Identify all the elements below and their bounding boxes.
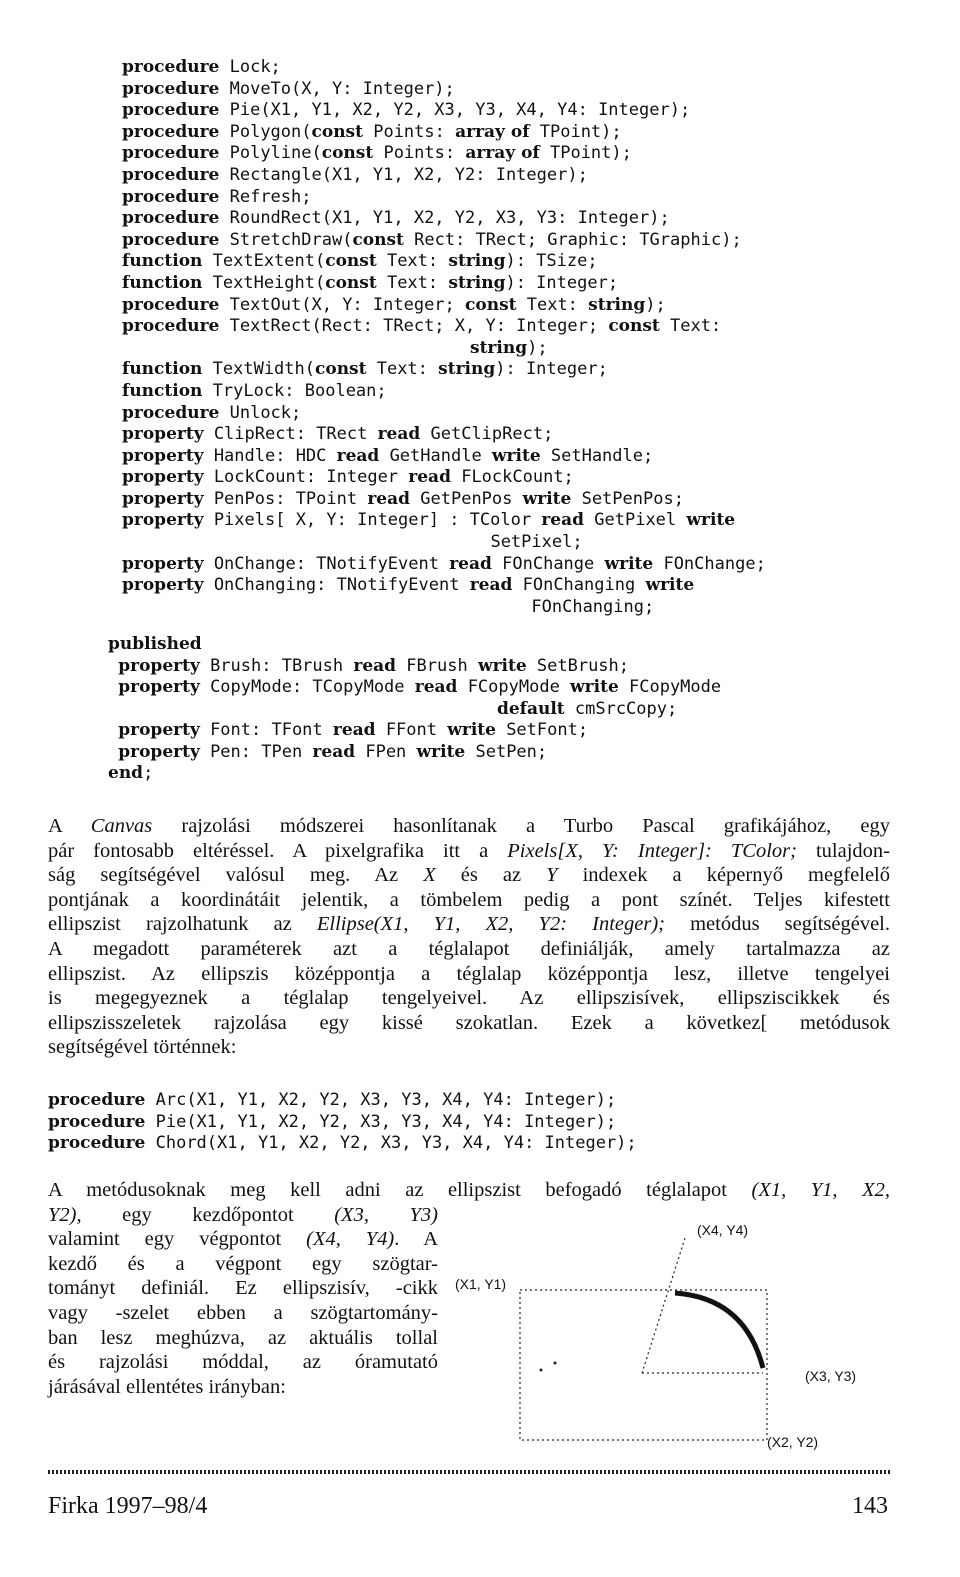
- code-line: [122, 381, 922, 403]
- code-line: [108, 699, 888, 721]
- code-keyword: array of: [455, 121, 530, 142]
- code-line: [108, 677, 888, 699]
- body-text: ellipszist. Az ellipszis középpontja a téglalap középpontja lesz, illetve tengelyei: [48, 962, 890, 985]
- code-keyword: string: [448, 272, 506, 293]
- body-text: járásával ellentétes irányban:: [48, 1375, 286, 1398]
- code-text: MoveTo(X, Y: Integer);: [219, 78, 455, 99]
- code-text: OnChanging: TNotifyEvent: [203, 575, 470, 596]
- body-text: ban lesz meghúzva, az aktuális tollal: [48, 1326, 438, 1349]
- code-text: Font: TFont: [199, 720, 333, 741]
- code-keyword: property: [118, 720, 200, 741]
- body-text: A megadott paraméterek azt a téglalapot definiálják, amely tartalmazza az: [48, 937, 890, 960]
- code-line: [108, 742, 888, 764]
- body-text: ellipszisszeletek rajzolása egy kissé szokatlan. Ezek a következ[ metódusok: [48, 1011, 890, 1034]
- code-keyword: write: [686, 510, 736, 531]
- label-x3y3: (X3, Y3): [805, 1368, 857, 1384]
- code-line: [122, 295, 922, 317]
- italic-text: Canvas: [90, 815, 153, 837]
- body-text: is megegyeznek a téglalap tengelyeivel. Az ellipszisívek, ellipsziscikkek és: [48, 987, 890, 1010]
- code-keyword: procedure: [122, 316, 220, 337]
- code-text: Text:: [376, 251, 449, 272]
- code-text: TextRect(Rect: TRect; X, Y: Integer;: [219, 316, 609, 337]
- code-keyword: procedure: [48, 1111, 146, 1132]
- text-line: [48, 986, 890, 1011]
- body-text: ság segítségével valósul meg. Az: [48, 864, 424, 887]
- code-text: SetPen;: [465, 741, 548, 762]
- code-line: [122, 403, 922, 425]
- code-text: SetBrush;: [526, 655, 630, 676]
- code-line: [122, 446, 922, 468]
- code-line: [122, 208, 922, 230]
- code-keyword: write: [645, 575, 695, 596]
- code-line: [122, 230, 922, 252]
- code-keyword: read: [469, 575, 513, 596]
- text-line: [48, 888, 890, 913]
- code-keyword: read: [367, 488, 411, 509]
- code-keyword: procedure: [122, 143, 220, 164]
- body-text: és az: [435, 864, 547, 887]
- code-text: Polygon(: [219, 121, 312, 142]
- text-line: [48, 1011, 890, 1036]
- footer-page-number: 143: [852, 1493, 888, 1519]
- text-line: [48, 1203, 438, 1228]
- code-text: StretchDraw(: [219, 229, 353, 250]
- code-keyword: const: [465, 294, 517, 315]
- body-text: A: [48, 815, 91, 837]
- code-keyword: const: [352, 229, 404, 250]
- code-text: FOnChange;: [653, 553, 766, 574]
- code-text: Rectangle(X1, Y1, X2, Y2: Integer);: [219, 164, 588, 185]
- code-text: SetPenPos;: [571, 488, 684, 509]
- code-text: Points:: [373, 143, 466, 164]
- code-keyword: string: [438, 359, 496, 380]
- code-line: [122, 122, 922, 144]
- code-line: [108, 634, 888, 656]
- code-keyword: property: [118, 655, 200, 676]
- italic-text: (X3, Y3): [334, 1203, 438, 1226]
- code-keyword: read: [408, 467, 451, 488]
- code-line: [48, 1112, 890, 1134]
- italic-text: (X4, Y4): [306, 1228, 395, 1251]
- code-text: RoundRect(X1, Y1, X2, Y2, X3, Y3: Integer);: [219, 208, 670, 229]
- code-text: SetPixel;: [122, 532, 583, 553]
- code-text: CopyMode: TCopyMode: [199, 677, 415, 698]
- body-text: pontjának a koordinátáit jelentik, a tömbelem pedig a pont színét. Teljes kifestett: [48, 888, 890, 911]
- code-text: [122, 338, 470, 358]
- code-keyword: write: [416, 741, 466, 762]
- code-keyword: procedure: [122, 402, 220, 423]
- code-text: ClipRect: TRect: [203, 424, 378, 445]
- text-line: [48, 814, 890, 839]
- code-keyword: property: [122, 424, 204, 445]
- code-line: [122, 187, 922, 209]
- body-text: és rajzolási móddal, az óramutató: [48, 1351, 438, 1374]
- code-keyword: read: [336, 445, 380, 466]
- code-text: SetHandle;: [540, 445, 654, 466]
- body-text: metódus segítségével.: [664, 913, 890, 936]
- code-text: );: [645, 294, 666, 315]
- code-line: [122, 467, 922, 489]
- code-line: [122, 510, 922, 532]
- code-keyword: procedure: [48, 1090, 146, 1110]
- code-text: Unlock;: [219, 402, 302, 423]
- start-ray: [642, 1238, 685, 1373]
- text-line: [48, 937, 890, 962]
- text-line: [48, 863, 890, 888]
- code-text: ;: [143, 763, 154, 783]
- body-text: , egy kezdőpontot: [76, 1203, 335, 1226]
- code-text: LockCount: Integer: [203, 467, 409, 488]
- code-text: cmSrcCopy;: [564, 698, 678, 719]
- code-text: FFont: [375, 720, 448, 741]
- code-text: );: [527, 337, 548, 358]
- italic-text: X: [423, 864, 436, 887]
- text-line: [48, 1375, 438, 1400]
- code-text: Text:: [376, 272, 449, 293]
- code-text: [108, 699, 497, 719]
- code-text: OnChange: TNotifyEvent: [203, 553, 450, 574]
- footer-issue: Firka 1997–98/4: [48, 1493, 208, 1519]
- code-keyword: procedure: [122, 100, 220, 121]
- code-keyword: write: [447, 720, 496, 741]
- code-text: Rect: TRect; Graphic: TGraphic);: [403, 229, 742, 250]
- code-keyword: const: [315, 359, 367, 380]
- code-text: [108, 656, 118, 676]
- text-line: [48, 1326, 438, 1351]
- code-keyword: read: [414, 677, 458, 698]
- code-text: Pie(X1, Y1, X2, Y2, X3, Y3, X4, Y4: Integer);: [145, 1111, 617, 1132]
- code-keyword: read: [449, 553, 492, 574]
- code-line: [122, 554, 922, 576]
- text-line: [48, 1035, 890, 1060]
- code-text: FCopyMode: [457, 677, 571, 698]
- code-text: Pen: TPen: [199, 741, 313, 762]
- code-line: [122, 424, 922, 446]
- stray-dot: [554, 1362, 557, 1365]
- code-text: FBrush: [396, 655, 478, 676]
- body-text: tulajdon-: [796, 839, 890, 862]
- code-keyword: const: [311, 121, 363, 142]
- code-keyword: property: [122, 575, 204, 596]
- code-text: TPoint);: [529, 121, 622, 142]
- code-text: Chord(X1, Y1, X2, Y2, X3, Y3, X4, Y4: Integer);: [145, 1133, 637, 1154]
- code-line: [108, 656, 888, 678]
- text-line: [48, 1227, 438, 1252]
- code-keyword: property: [122, 510, 204, 531]
- code-text: GetPenPos: [410, 488, 523, 509]
- code-keyword: published: [108, 634, 202, 654]
- code-text: TryLock: Boolean;: [202, 380, 387, 401]
- code-text: TextHeight(: [202, 272, 326, 293]
- code-keyword: string: [448, 251, 506, 272]
- stray-dot: [540, 1369, 543, 1372]
- code-text: FOnChange: [491, 553, 605, 574]
- body-text: indexek a képernyő megfelelő: [557, 864, 890, 887]
- code-listing-published: [108, 634, 888, 764]
- footer-rule: [48, 1470, 890, 1474]
- code-line: [122, 273, 922, 295]
- code-keyword: function: [122, 272, 203, 293]
- code-keyword: property: [118, 741, 200, 762]
- code-text: GetClipRect;: [420, 424, 554, 445]
- italic-text: Y: [546, 864, 558, 887]
- code-line: [108, 763, 153, 785]
- code-line: [122, 338, 922, 360]
- code-text: [108, 677, 118, 697]
- code-keyword: property: [122, 488, 204, 509]
- code-keyword: property: [118, 677, 200, 698]
- code-keyword: end: [108, 763, 144, 783]
- code-text: TextOut(X, Y: Integer;: [219, 294, 466, 315]
- code-line: [122, 100, 922, 122]
- code-keyword: read: [353, 655, 397, 676]
- code-text: Lock;: [219, 57, 281, 77]
- body-text: valamint egy végpontot: [48, 1228, 307, 1251]
- code-listing-canvas-methods: [122, 57, 922, 618]
- code-keyword: procedure: [122, 164, 220, 185]
- arc-diagram: [445, 1208, 915, 1468]
- code-text: ): Integer;: [505, 272, 619, 293]
- code-text: Text:: [659, 316, 722, 337]
- code-keyword: write: [522, 488, 572, 509]
- code-text: Text:: [366, 359, 439, 380]
- code-keyword: string: [470, 337, 528, 358]
- code-text: Pixels[ X, Y: Integer] : TColor: [203, 510, 542, 531]
- code-text: FOnChanging: [512, 575, 646, 596]
- code-line: [122, 79, 922, 101]
- code-text: Refresh;: [219, 186, 312, 207]
- code-line: [108, 720, 888, 742]
- body-text: rajzolási módszerei hasonlítanak a Turbo Pascal grafikájához, egy: [152, 815, 890, 837]
- code-line: [48, 1090, 890, 1112]
- text-line: [48, 1276, 438, 1301]
- italic-text: Ellipse(X1, Y1, X2, Y2: Integer);: [316, 913, 665, 936]
- code-keyword: procedure: [122, 186, 220, 207]
- code-keyword: default: [496, 698, 565, 719]
- code-keyword: procedure: [122, 229, 220, 250]
- code-keyword: function: [122, 359, 203, 380]
- code-keyword: procedure: [48, 1133, 146, 1154]
- paragraph-canvas-description: [48, 814, 890, 1060]
- label-x2y2: (X2, Y2): [767, 1434, 819, 1450]
- code-keyword: procedure: [122, 294, 220, 315]
- code-text: [108, 720, 118, 740]
- code-keyword: read: [332, 720, 376, 741]
- code-text: [108, 742, 118, 762]
- code-keyword: procedure: [122, 208, 220, 229]
- code-keyword: const: [608, 316, 660, 337]
- code-text: PenPos: TPoint: [203, 488, 368, 509]
- code-line: [122, 532, 922, 554]
- code-listing-end: [108, 763, 153, 785]
- code-text: GetHandle: [379, 445, 492, 466]
- code-keyword: const: [325, 272, 377, 293]
- code-text: Brush: TBrush: [199, 655, 354, 676]
- code-line: [48, 1133, 890, 1155]
- code-keyword: property: [122, 445, 204, 466]
- code-text: GetPixel: [584, 510, 687, 531]
- body-text: pár fontosabb eltéréssel. A pixelgrafika itt a: [48, 839, 508, 862]
- code-text: FLockCount;: [450, 467, 574, 488]
- text-line: [48, 962, 890, 987]
- body-text: segítségével történnek:: [48, 1036, 237, 1059]
- code-keyword: property: [122, 553, 204, 574]
- body-text: ellipszist rajzolhatunk az: [48, 913, 317, 936]
- code-line: [122, 251, 922, 273]
- text-line: [48, 912, 890, 937]
- code-keyword: read: [377, 424, 421, 445]
- code-line: [122, 597, 922, 619]
- code-keyword: read: [312, 741, 356, 762]
- code-text: Text:: [516, 294, 589, 315]
- code-text: FCopyMode: [618, 677, 722, 698]
- code-line: [122, 57, 922, 79]
- code-text: Points:: [362, 121, 456, 142]
- body-text: vagy -szelet ebben a szögtartomány-: [48, 1301, 438, 1324]
- italic-text: Y2): [48, 1203, 77, 1226]
- italic-text: Pixels[X, Y: Integer]: TColor;: [507, 839, 797, 862]
- label-x1y1: (X1, Y1): [455, 1276, 507, 1292]
- code-line: [122, 575, 922, 597]
- code-keyword: property: [122, 467, 204, 488]
- code-listing-arc-methods: [48, 1090, 890, 1155]
- body-text: tományt definiál. Ez ellipszisív, -cikk: [48, 1277, 438, 1300]
- italic-text: (X1, Y1, X2,: [751, 1179, 890, 1201]
- code-keyword: const: [321, 143, 374, 164]
- code-text: SetFont;: [495, 720, 589, 741]
- body-text: kezdő és a végpont egy szögtar-: [48, 1252, 438, 1275]
- code-keyword: function: [122, 380, 203, 401]
- code-text: TPoint);: [539, 143, 632, 164]
- code-keyword: const: [325, 251, 377, 272]
- code-keyword: procedure: [122, 78, 220, 99]
- code-keyword: write: [491, 445, 541, 466]
- body-text: A metódusoknak meg kell adni az ellipszist befogadó téglalapot: [48, 1179, 752, 1201]
- code-text: FOnChanging;: [122, 596, 655, 617]
- text-line: [48, 1252, 438, 1277]
- code-keyword: write: [604, 553, 654, 574]
- code-text: Pie(X1, Y1, X2, Y2, X3, Y3, X4, Y4: Integer);: [219, 100, 691, 121]
- code-keyword: procedure: [122, 57, 220, 77]
- text-line: [48, 1178, 890, 1203]
- code-text: TextExtent(: [202, 251, 326, 272]
- code-text: Polyline(: [219, 143, 322, 164]
- code-text: TextWidth(: [202, 359, 315, 380]
- ellipse-arc-figure: [445, 1208, 915, 1468]
- ellipse-arc: [675, 1293, 763, 1368]
- text-line: [48, 1350, 438, 1375]
- label-x4y4: (X4, Y4): [697, 1222, 749, 1238]
- code-text: ): TSize;: [505, 251, 598, 272]
- code-keyword: read: [541, 510, 585, 531]
- code-line: [122, 143, 922, 165]
- code-text: ): Integer;: [495, 359, 608, 380]
- code-keyword: write: [570, 677, 619, 698]
- code-keyword: procedure: [122, 121, 220, 142]
- code-keyword: write: [477, 655, 527, 676]
- code-line: [122, 489, 922, 511]
- code-text: FPen: [355, 741, 417, 762]
- text-line: [48, 1301, 438, 1326]
- code-keyword: array of: [465, 143, 540, 164]
- code-line: [122, 165, 922, 187]
- body-text: . A: [394, 1228, 438, 1251]
- code-line: [122, 359, 922, 381]
- code-text: Handle: HDC: [203, 445, 337, 466]
- code-line: [122, 316, 922, 338]
- code-text: Arc(X1, Y1, X2, Y2, X3, Y3, X4, Y4: Integer);: [145, 1090, 617, 1110]
- code-keyword: string: [588, 294, 646, 315]
- code-keyword: function: [122, 251, 203, 272]
- text-line: [48, 839, 890, 864]
